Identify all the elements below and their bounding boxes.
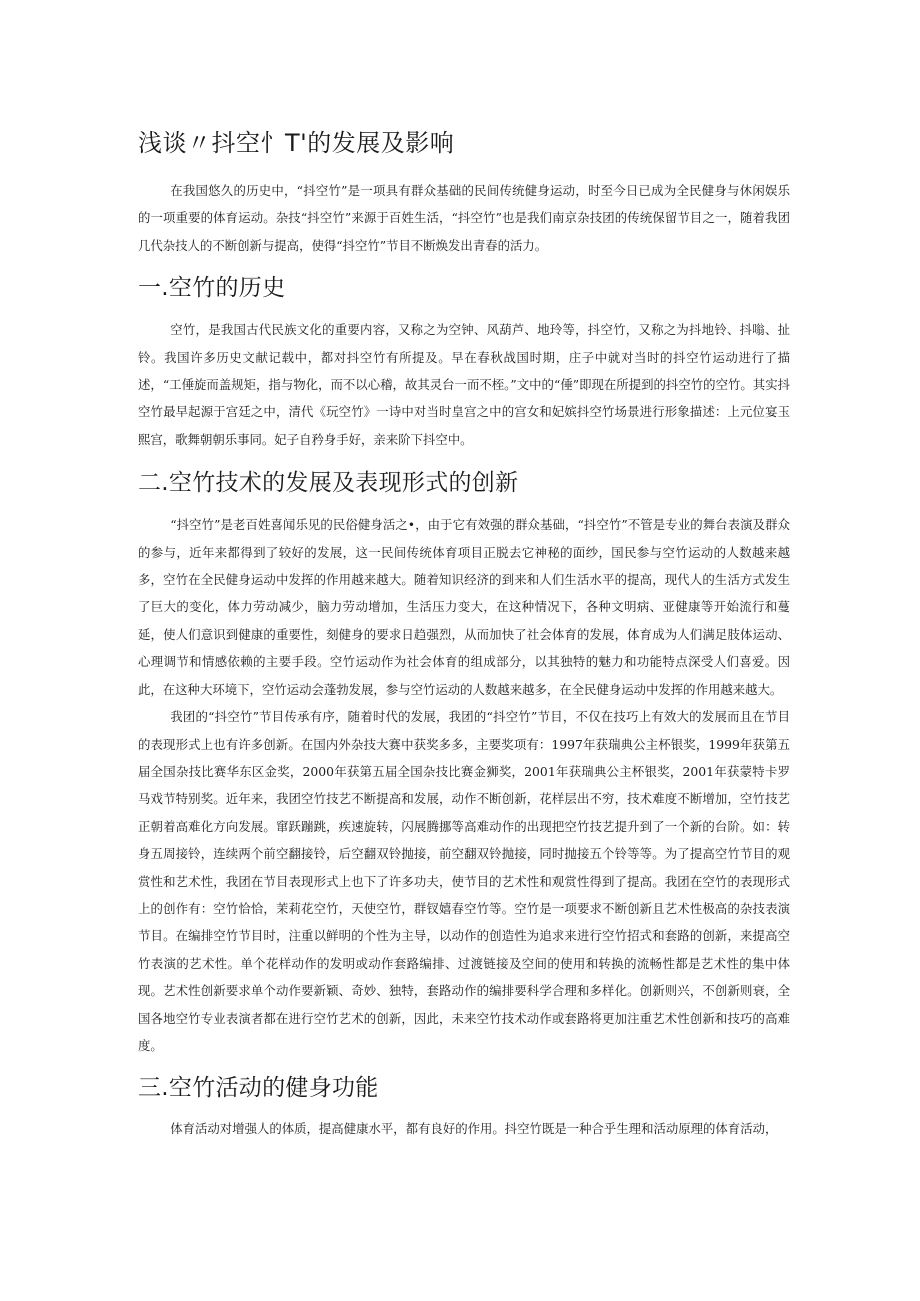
section-heading-history: 一.空竹的历史 [138, 275, 286, 302]
document-content [138, 125, 790, 1143]
history-paragraph: 空竹，是我国古代民族文化的重要内容，又称之为空钟、风葫芦、地玲等，抖空竹，又称之为抖地铃、抖嗡、扯铃。我国许多历史文献记载中，都对抖空竹有所提及。早在春秋战国时期，庄子中就对当时的抖空竹运动进行了描述，“工倕旋而盖规矩，指与物化，而不以心稽，故其灵台一而不桎。”文中的“倕”即现在所提到的抖空竹的空竹。其实抖空竹最早起源于宫廷之中，清代《玩空竹》一诗中对当时皇宫之中的宫女和妃嫔抖空竹场景进行形象描述：上元位宴玉熙宫，歌舞朝朝乐事同。妃子自矜身手好，亲来阶下抖空中。 [138, 322, 790, 447]
section-heading-fitness: 三.空竹活动的健身功能 [138, 1075, 379, 1102]
intro-paragraph: 在我国悠久的历史中，“抖空竹”是一项具有群众基础的民间传统健身运动，时至今日已成为全民健身与休闲娱乐的一项重要的体育运动。杂技“抖空竹”来源于百姓生活，“抖空竹”也是我们南京杂技团的传统保留节目之一，随着我团几代杂技人的不断创新与提高，使得“抖空竹”节目不断焕发出青春的活力。 [138, 183, 790, 253]
section-heading-development: 二.空竹技术的发展及表现形式的创新 [138, 470, 519, 497]
development-paragraph-2: 我团的“抖空竹”节目传承有序，随着时代的发展，我团的“抖空竹”节目，不仅在技巧上有效大的发展而且在节目的表现形式上也有许多创新。在国内外杂技大赛中获奖多多，主要奖项有：1997年获瑞典公主杯银奖，1999年获第五届全国杂技比赛华东区金奖，2000年获第五届全国杂技比赛金狮奖，2001年获瑞典公主杯银奖，2001年获蒙特卡罗马戏节特别奖。近年来，我团空竹技艺不断提高和发展，动作不断创新，花样层出不穷，技术难度不断增加，空竹技艺正朝着高难化方向发展。窜跃蹦跳，疾速旋转，闪展腾挪等高难动作的出现把空竹技艺提升到了一个新的台阶。如：转身五周接铃，连续两个前空翻接铃，后空翻双铃抛接，前空翻双铃抛接，同时抛接五个铃等等。为了提高空竹节目的观赏性和艺术性，我团在节目表现形式上也下了许多功夫，使节目的艺术性和观赏性得到了提高。我团在空竹的表现形式上的创作有：空竹恰恰，茉莉花空竹，天使空竹，群钗嬉春空竹等。空竹是一项要求不断创新且艺术性极高的杂技表演节目。在编排空竹节目时，注重以鲜明的个性为主导，以动作的创造性为追求来进行空竹招式和套路的创新，来提高空竹表演的艺术性。单个花样动作的发明或动作套路编排、过渡链接及空间的使用和转换的流畅性都是艺术性的集中体现。艺术性创新要求单个动作要新颖、奇妙、独特，套路动作的编排要科学合理和多样化。创新则兴，不创新则衰，全国各地空竹专业表演者都在进行空竹艺术的创新，因此，未来空竹技术动作或套路将更加注重艺术性创新和技巧的高难度。 [138, 709, 790, 1053]
document-title: 浅谈〃抖空忄T'的发展及影响 [138, 129, 455, 157]
development-paragraph-1: “抖空竹”是老百姓喜闻乐见的民俗健身活之•，由于它有效强的群众基础，“抖空竹”不管是专业的舞台表演及群众的参与，近年来都得到了较好的发展，这一民间传统体育项目正脱去它神秘的面纱，国民参与空竹运动的人数越来越多，空竹在全民健身运动中发挥的作用越来越大。随着知识经济的到来和人们生活水平的提高，现代人的生活方式发生了巨大的变化，体力劳动减少，脑力劳动增加，生活压力变大，在这种情况下，各种文明病、亚健康等开始流行和蔓延，使人们意识到健康的重要性，刻健身的要求日趋强烈，从而加快了社会体育的发展，体育成为人们满足肢体运动、心理调节和情感依赖的主要手段。空竹运动作为社会体育的组成部分，以其独特的魅力和功能特点深受人们喜爱。因此，在这种大环境下，空竹运动会蓬勃发展，参与空竹运动的人数越来越多，在全民健身运动中发挥的作用越来越大。 [138, 517, 790, 697]
fitness-paragraph: 体育活动对增强人的体质，提高健康水平，都有良好的作用。抖空竹既是一种合乎生理和活动原理的体育活动， [170, 1121, 778, 1137]
